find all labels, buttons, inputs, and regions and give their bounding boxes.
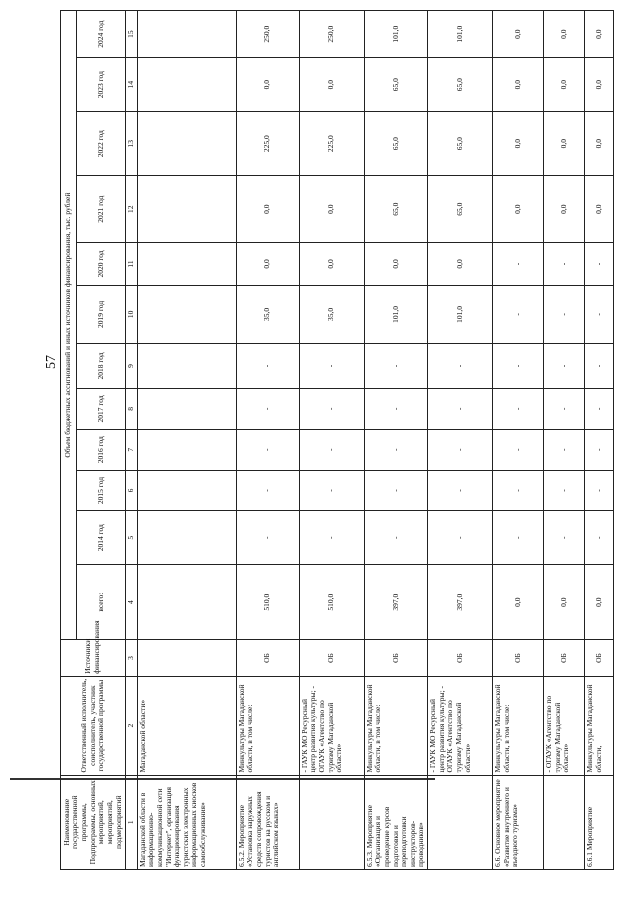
row-value-cell: - <box>364 511 427 565</box>
row-value-cell: 65,0 <box>364 176 427 243</box>
row-value-cell: - <box>299 470 364 511</box>
row-value-cell: 0,0 <box>493 112 544 176</box>
row-value-cell: 0,0 <box>544 176 585 243</box>
row-value-cell: 101,0 <box>364 11 427 58</box>
header-year: 2021 год <box>77 176 126 243</box>
header-year: 2024 год <box>77 11 126 58</box>
row-value-cell <box>137 11 236 58</box>
row-name-cell: 6.6. Основное мероприятие «Развитие внутреннего и въездного туризма» <box>493 775 544 869</box>
row-value-cell: 0,0 <box>299 176 364 243</box>
row-value-cell: - <box>544 343 585 388</box>
row-value-cell: - <box>585 470 614 511</box>
row-value-cell <box>137 58 236 112</box>
row-value-cell <box>137 389 236 430</box>
row-value-cell: - <box>299 511 364 565</box>
row-value-cell: 65,0 <box>428 176 493 243</box>
row-value-cell: 65,0 <box>364 112 427 176</box>
header-funding-group: Объем бюджетных ассигнований и иных источников финансирования, тыс. рублей <box>61 11 77 640</box>
row-value-cell: - <box>544 511 585 565</box>
column-number: 13 <box>126 112 138 176</box>
row-value-cell: - <box>544 470 585 511</box>
column-number: 8 <box>126 389 138 430</box>
row-value-cell: 0,0 <box>544 565 585 640</box>
row-executor-cell: Минкультуры Магаданской области, в том числе: <box>493 676 544 775</box>
row-value-cell: - <box>493 470 544 511</box>
row-value-cell: - <box>428 389 493 430</box>
row-source-cell: ОБ <box>236 640 299 677</box>
row-value-cell: 101,0 <box>428 285 493 343</box>
row-value-cell: - <box>236 429 299 470</box>
row-value-cell: 510,0 <box>299 565 364 640</box>
row-value-cell: 0,0 <box>544 58 585 112</box>
row-value-cell: - <box>299 389 364 430</box>
row-value-cell: - <box>364 389 427 430</box>
header-year: 2020 год <box>77 243 126 286</box>
row-value-cell: 0,0 <box>236 58 299 112</box>
row-value-cell <box>137 243 236 286</box>
column-number: 9 <box>126 343 138 388</box>
row-value-cell: 250,0 <box>236 11 299 58</box>
row-name-cell <box>544 775 585 869</box>
row-value-cell: - <box>585 243 614 286</box>
row-value-cell: 510,0 <box>236 565 299 640</box>
row-name-cell: 6.5.2. Мероприятие «Установка наружных средств сопровождения туристов на русском и английском языках» <box>236 775 299 869</box>
column-number: 6 <box>126 470 138 511</box>
row-name-cell <box>299 775 364 869</box>
row-name-cell: 6.6.1 Мероприятие <box>585 775 614 869</box>
row-value-cell: 35,0 <box>299 285 364 343</box>
row-name-cell: Магаданской области в информационно-коммуникационной сети "Интернет", организация функционирования туристских электронных информационных киосков самообслуживания» <box>137 775 236 869</box>
row-value-cell: - <box>544 389 585 430</box>
row-value-cell: - <box>544 243 585 286</box>
header-year: 2019 год <box>77 285 126 343</box>
row-value-cell: 101,0 <box>428 11 493 58</box>
table-row <box>137 11 236 870</box>
header-year: 2015 год <box>77 470 126 511</box>
column-number: 7 <box>126 429 138 470</box>
row-value-cell <box>137 285 236 343</box>
row-value-cell: - <box>236 470 299 511</box>
row-name-cell: 6.5.3. Мероприятие «Организация и проведение курсов подготовки и переподготовки инструкторов-проводников» <box>364 775 427 869</box>
row-value-cell: 0,0 <box>544 112 585 176</box>
row-value-cell: 0,0 <box>236 243 299 286</box>
row-value-cell: 0,0 <box>493 176 544 243</box>
row-value-cell: - <box>585 429 614 470</box>
row-value-cell: - <box>493 389 544 430</box>
row-value-cell: 0,0 <box>585 58 614 112</box>
row-value-cell: - <box>428 429 493 470</box>
row-value-cell: 0,0 <box>364 243 427 286</box>
row-value-cell: 0,0 <box>299 243 364 286</box>
row-value-cell: - <box>585 285 614 343</box>
row-value-cell: - <box>428 343 493 388</box>
row-value-cell: 0,0 <box>585 565 614 640</box>
row-executor-cell: - ГАУК МО Ресурсный центр развития культуры; - ОГАУК «Агентство по туризму Магаданской области» <box>299 676 364 775</box>
row-executor-cell: - ГАУК МО Ресурсный центр развития культуры; - ОГАУК «Агентство по туризму Магаданской области» <box>428 676 493 775</box>
table-row <box>428 11 493 870</box>
table-row <box>544 11 585 870</box>
column-number: 11 <box>126 243 138 286</box>
header-executor: Ответственный исполнитель, соисполнитель, участник государственной программы <box>61 676 126 775</box>
row-value-cell: - <box>236 511 299 565</box>
row-value-cell: - <box>236 343 299 388</box>
row-value-cell: - <box>364 470 427 511</box>
row-value-cell: 0,0 <box>493 565 544 640</box>
row-value-cell: 35,0 <box>236 285 299 343</box>
row-value-cell: - <box>493 429 544 470</box>
row-value-cell <box>137 343 236 388</box>
row-value-cell <box>137 565 236 640</box>
row-value-cell: - <box>544 285 585 343</box>
row-value-cell: - <box>585 511 614 565</box>
header-total: всего: <box>77 565 126 640</box>
rotated-table-container <box>60 10 603 870</box>
row-executor-cell: Минкультуры Магаданской области, в том числе: <box>236 676 299 775</box>
row-value-cell: - <box>236 389 299 430</box>
header-year: 2016 год <box>77 429 126 470</box>
row-value-cell: - <box>585 343 614 388</box>
row-executor-cell: Минкультуры Магаданской области, <box>585 676 614 775</box>
row-value-cell: - <box>299 343 364 388</box>
row-value-cell <box>137 429 236 470</box>
table-row <box>364 11 427 870</box>
row-source-cell: ОБ <box>299 640 364 677</box>
table-row <box>299 11 364 870</box>
column-number: 15 <box>126 11 138 58</box>
row-value-cell <box>137 112 236 176</box>
column-number: 1 <box>126 775 138 869</box>
row-source-cell: ОБ <box>364 640 427 677</box>
row-value-cell: - <box>428 511 493 565</box>
row-source-cell: ОБ <box>428 640 493 677</box>
row-value-cell: 0,0 <box>236 176 299 243</box>
header-year: 2017 год <box>77 389 126 430</box>
table-row <box>585 11 614 870</box>
header-name: Наименование государственной программы, Подпрограммы, основных мероприятий, мероприятий, подмероприятий <box>61 775 126 869</box>
row-value-cell <box>137 176 236 243</box>
row-value-cell: - <box>493 343 544 388</box>
row-value-cell: 65,0 <box>428 112 493 176</box>
row-source-cell <box>137 640 236 677</box>
row-value-cell: - <box>493 285 544 343</box>
row-value-cell: - <box>544 429 585 470</box>
row-value-cell: 225,0 <box>236 112 299 176</box>
row-value-cell: - <box>428 470 493 511</box>
column-number: 4 <box>126 565 138 640</box>
row-value-cell: 250,0 <box>299 11 364 58</box>
column-number: 12 <box>126 176 138 243</box>
table-row <box>493 11 544 870</box>
row-value-cell <box>137 511 236 565</box>
row-value-cell: 0,0 <box>585 176 614 243</box>
row-value-cell: 397,0 <box>364 565 427 640</box>
header-year: 2022 год <box>77 112 126 176</box>
row-value-cell: 0,0 <box>585 112 614 176</box>
row-source-cell: ОБ <box>585 640 614 677</box>
row-value-cell: 0,0 <box>299 58 364 112</box>
row-value-cell: 0,0 <box>428 243 493 286</box>
header-source: Источники финансирования <box>61 640 126 677</box>
row-value-cell: 65,0 <box>364 58 427 112</box>
column-number: 10 <box>126 285 138 343</box>
row-name-cell <box>428 775 493 869</box>
row-source-cell: ОБ <box>493 640 544 677</box>
row-value-cell <box>137 470 236 511</box>
column-number: 14 <box>126 58 138 112</box>
row-value-cell: - <box>585 389 614 430</box>
row-value-cell: - <box>299 429 364 470</box>
row-value-cell: 65,0 <box>428 58 493 112</box>
header-year: 2014 год <box>77 511 126 565</box>
row-value-cell: - <box>493 511 544 565</box>
row-executor-cell: Магаданской области» <box>137 676 236 775</box>
row-executor-cell: Минкультуры Магаданской области, в том числе: <box>364 676 427 775</box>
row-value-cell: 101,0 <box>364 285 427 343</box>
funding-table <box>60 10 614 870</box>
row-value-cell: 225,0 <box>299 112 364 176</box>
page-number: 57 <box>44 355 59 369</box>
row-value-cell: 0,0 <box>493 11 544 58</box>
row-value-cell: - <box>493 243 544 286</box>
row-value-cell: 0,0 <box>493 58 544 112</box>
column-number: 2 <box>126 676 138 775</box>
row-value-cell: 0,0 <box>585 11 614 58</box>
header-year: 2023 год <box>77 58 126 112</box>
column-number: 5 <box>126 511 138 565</box>
row-value-cell: 0,0 <box>544 11 585 58</box>
table-row <box>236 11 299 870</box>
row-value-cell: - <box>364 343 427 388</box>
row-executor-cell: - ОГАУК «Агентство по туризму Магаданской области» <box>544 676 585 775</box>
row-source-cell: ОБ <box>544 640 585 677</box>
row-value-cell: - <box>364 429 427 470</box>
column-number: 3 <box>126 640 138 677</box>
row-value-cell: 397,0 <box>428 565 493 640</box>
header-year: 2018 год <box>77 343 126 388</box>
